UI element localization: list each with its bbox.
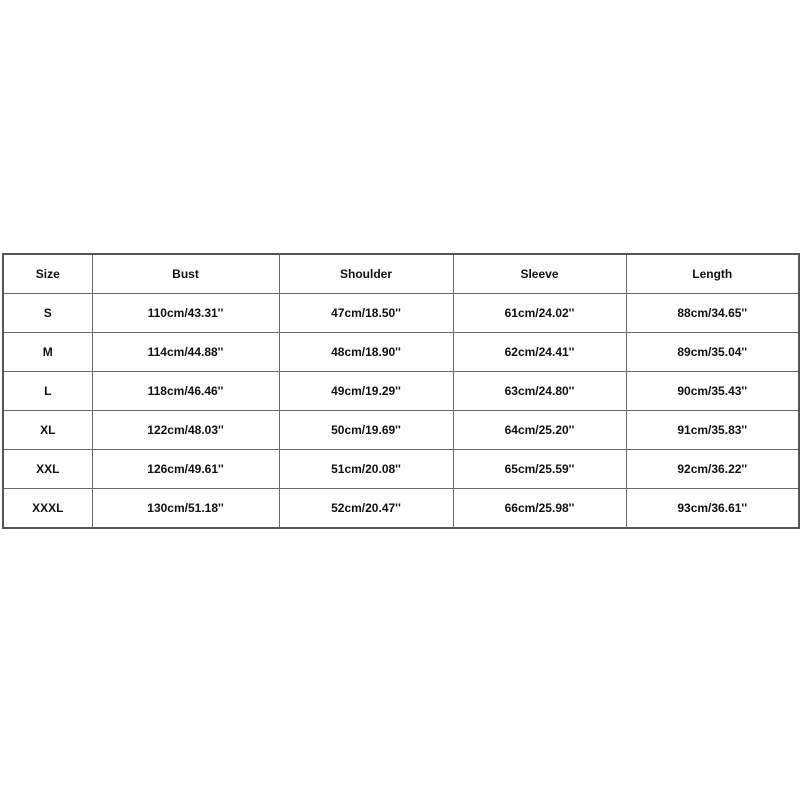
- cell-bust: 130cm/51.18'': [92, 489, 279, 529]
- cell-size: M: [3, 333, 92, 372]
- cell-size: XXL: [3, 450, 92, 489]
- cell-shoulder: 47cm/18.50'': [279, 294, 453, 333]
- header-row: [3, 254, 799, 294]
- cell-length: 91cm/35.83'': [626, 411, 799, 450]
- header-length: Length: [626, 254, 799, 294]
- cell-length: 93cm/36.61'': [626, 489, 799, 529]
- cell-size: S: [3, 294, 92, 333]
- cell-sleeve: 61cm/24.02'': [453, 294, 626, 333]
- cell-bust: 126cm/49.61'': [92, 450, 279, 489]
- header-size: Size: [3, 254, 92, 294]
- cell-bust: 114cm/44.88'': [92, 333, 279, 372]
- header-sleeve: Sleeve: [453, 254, 626, 294]
- cell-sleeve: 66cm/25.98'': [453, 489, 626, 529]
- header-bust: Bust: [92, 254, 279, 294]
- cell-shoulder: 50cm/19.69'': [279, 411, 453, 450]
- cell-length: 89cm/35.04'': [626, 333, 799, 372]
- cell-size: XL: [3, 411, 92, 450]
- cell-size: L: [3, 372, 92, 411]
- cell-sleeve: 62cm/24.41'': [453, 333, 626, 372]
- cell-size: XXXL: [3, 489, 92, 529]
- cell-sleeve: 63cm/24.80'': [453, 372, 626, 411]
- cell-bust: 110cm/43.31'': [92, 294, 279, 333]
- table-row: [3, 411, 799, 450]
- cell-bust: 122cm/48.03'': [92, 411, 279, 450]
- cell-length: 92cm/36.22'': [626, 450, 799, 489]
- table-row: [3, 372, 799, 411]
- table-row: [3, 489, 799, 529]
- cell-bust: 118cm/46.46'': [92, 372, 279, 411]
- cell-shoulder: 52cm/20.47'': [279, 489, 453, 529]
- size-chart-table: [2, 253, 800, 529]
- cell-shoulder: 48cm/18.90'': [279, 333, 453, 372]
- cell-sleeve: 64cm/25.20'': [453, 411, 626, 450]
- cell-length: 88cm/34.65'': [626, 294, 799, 333]
- cell-shoulder: 51cm/20.08'': [279, 450, 453, 489]
- cell-sleeve: 65cm/25.59'': [453, 450, 626, 489]
- table-row: [3, 333, 799, 372]
- table-row: [3, 450, 799, 489]
- cell-length: 90cm/35.43'': [626, 372, 799, 411]
- header-shoulder: Shoulder: [279, 254, 453, 294]
- cell-shoulder: 49cm/19.29'': [279, 372, 453, 411]
- table-row: [3, 294, 799, 333]
